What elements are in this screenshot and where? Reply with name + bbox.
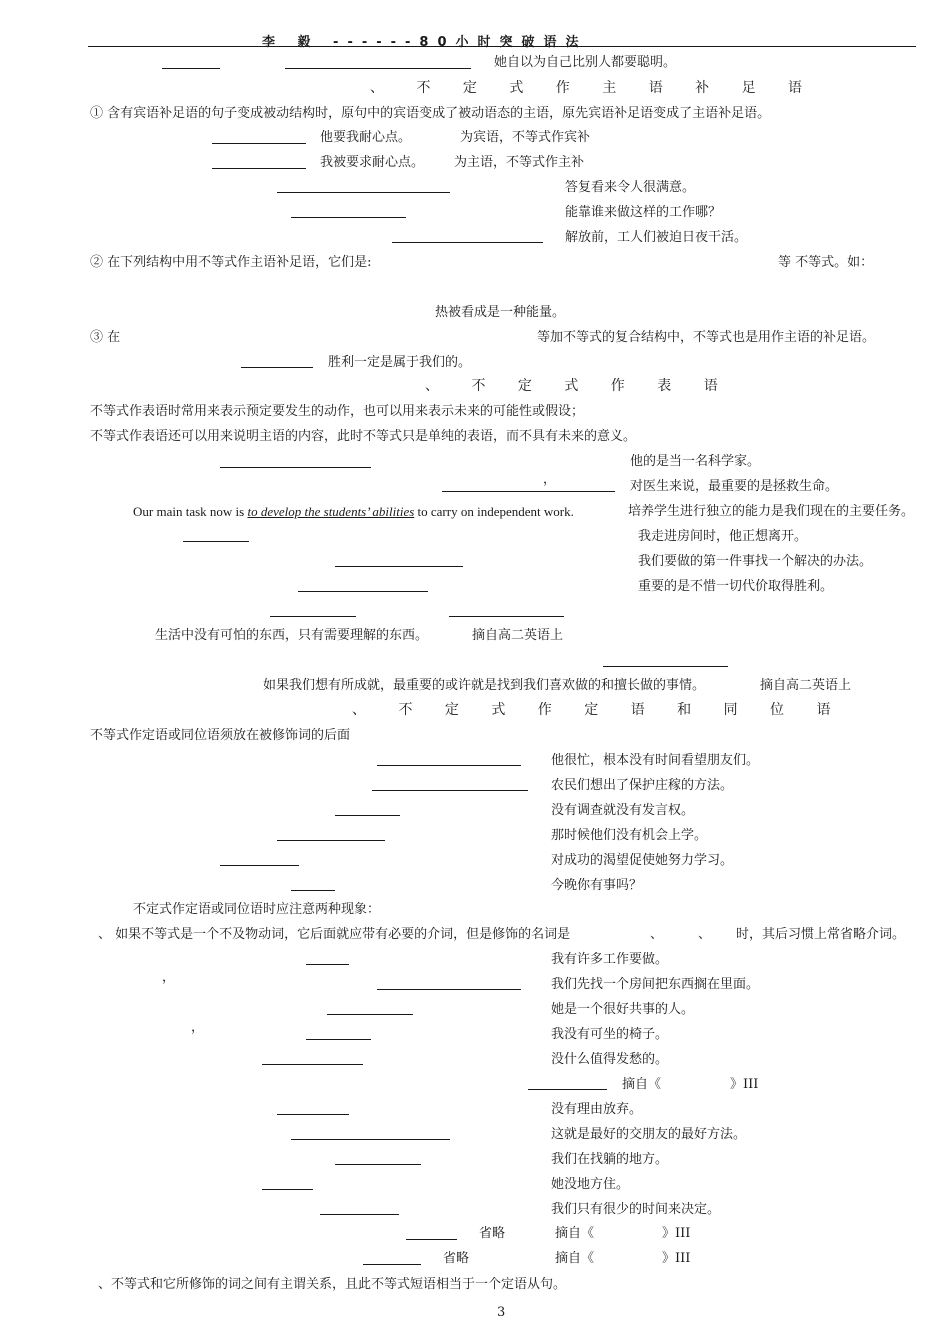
blank-line — [220, 865, 299, 866]
example-sentence: 农民们想出了保护庄稼的方法。 — [551, 778, 734, 793]
example-sentence: 他要我耐心点。 — [320, 130, 412, 145]
example-sentence: 他很忙，根本没有时间看望朋友们。 — [551, 753, 760, 768]
rule-note-1-sep: 、 — [650, 927, 664, 942]
example-sentence: 我们要做的第一件事找一个解决的办法。 — [638, 554, 873, 569]
source-note: 》III — [662, 1251, 691, 1266]
example-sentence: 热被看成是一种能量。 — [435, 305, 566, 320]
page-number: 3 — [497, 1305, 506, 1320]
example-sentence: 我们在找躺的地方。 — [551, 1152, 669, 1167]
source-note: 摘自《 — [555, 1251, 595, 1266]
blank-line — [291, 890, 335, 891]
example-sentence: 对医生来说，最重要的是拯救生命。 — [630, 479, 839, 494]
blank-line — [291, 217, 406, 218]
rule-note-1-sep: 、 — [698, 927, 712, 942]
example-sentence: 他的是当一名科学家。 — [630, 454, 761, 469]
blank-line — [183, 541, 249, 542]
paragraph: 不等式作表语时常用来表示预定要发生的动作，也可以用来表示未来的可能性或假设； — [90, 404, 585, 419]
blank-line — [320, 1214, 399, 1215]
example-sentence: 没有理由放弃。 — [551, 1102, 643, 1117]
example-sentence: 胜利一定是属于我们的。 — [328, 355, 472, 370]
source-note: 摘自《 — [555, 1226, 595, 1241]
blank-line — [285, 68, 471, 69]
blank-line — [335, 1164, 421, 1165]
blank-line — [442, 491, 615, 492]
section-heading-predicative: 、 不 定 式 作 表 语 — [425, 378, 732, 394]
source-note: 》III — [662, 1226, 691, 1241]
rule-point-3-tail: 等加不等式的复合结构中，不等式也是用作主语的补足语。 — [537, 330, 876, 345]
example-sentence: 没有调查就没有发言权。 — [551, 803, 695, 818]
source-note: 摘自高二英语上 — [472, 628, 564, 643]
paragraph: 不等式作定语或同位语须放在被修饰词的后面 — [90, 728, 351, 743]
blank-line — [449, 616, 564, 617]
source-note: 摘自《 — [622, 1077, 662, 1092]
example-sentence: 培养学生进行独立的能力是我们现在的主要任务。 — [628, 504, 915, 519]
example-sentence: 她没地方住。 — [551, 1177, 630, 1192]
example-sentence: 我被要求耐心点。 — [320, 155, 425, 170]
rule-note-2: 、不等式和它所修饰的词之间有主谓关系，且此不等式短语相当于一个定语从句。 — [98, 1277, 567, 1292]
section-heading-attributive: 、 不 定 式 作 定 语 和 同 位 语 — [352, 702, 845, 718]
comma-mark: ， — [162, 970, 176, 985]
blank-line — [335, 566, 463, 567]
english-example — [133, 504, 574, 520]
section-heading-subject-complement: 、 不 定 式 作 主 语 补 足 语 — [370, 80, 817, 96]
example-sentence: 那时候他们没有机会上学。 — [551, 828, 708, 843]
example-sentence: 她自以为自己比别人都要聪明。 — [494, 55, 677, 70]
blank-line — [603, 666, 728, 667]
example-sentence: 重要的是不惜一切代价取得胜利。 — [638, 579, 834, 594]
source-note: 》III — [730, 1077, 759, 1092]
english-example-underlined: to develop the students’ abilities — [247, 504, 415, 519]
blank-line — [262, 1189, 313, 1190]
example-sentence: 我有许多工作要做。 — [551, 952, 669, 967]
example-sentence: 我没有可坐的椅子。 — [551, 1027, 669, 1042]
header-rule — [88, 46, 916, 47]
rule-point-1: ① 含有宾语补足语的句子变成被动结构时，原句中的宾语变成了被动语态的主语，原先宾语补足语变成了主语补足语。 — [90, 106, 771, 121]
english-example-pre: Our main task now is — [133, 504, 248, 519]
blank-line — [162, 68, 220, 69]
blank-line — [298, 591, 428, 592]
blank-line — [377, 989, 521, 990]
example-sentence: 如果我们想有所成就，最重要的或许就是找到我们喜欢做的和擅长做的事情。 — [263, 678, 706, 693]
blank-line — [241, 367, 313, 368]
blank-line — [372, 790, 528, 791]
blank-line — [262, 1064, 363, 1065]
blank-line — [277, 840, 385, 841]
example-sentence: 生活中没有可怕的东西，只有需要理解的东西。 — [155, 628, 429, 643]
example-sentence: 我们先找一个房间把东西搁在里面。 — [551, 977, 760, 992]
blank-line — [212, 143, 306, 144]
blank-line — [392, 242, 543, 243]
example-sentence: 今晚你有事吗？ — [551, 878, 643, 893]
blank-line — [406, 1239, 457, 1240]
comma-mark: ， — [191, 1020, 205, 1035]
blank-line — [306, 964, 349, 965]
example-sentence: 能靠谁来做这样的工作哪？ — [565, 205, 722, 220]
rule-note-1: 、 如果不等式是一个不及物动词，它后面就应带有必要的介词，但是修饰的名词是 — [98, 927, 571, 942]
blank-line — [212, 168, 306, 169]
blank-line — [291, 1139, 450, 1140]
omission-note: 省略 — [479, 1226, 506, 1241]
english-example-post: to carry on independent work. — [414, 504, 574, 519]
blank-line — [377, 765, 521, 766]
comma-mark: ， — [543, 472, 557, 487]
example-sentence: 我走进房间时，他正想离开。 — [638, 529, 808, 544]
blank-line — [327, 1014, 413, 1015]
blank-line — [363, 1264, 421, 1265]
rule-note-1-tail: 时，其后习惯上常省略介词。 — [736, 927, 906, 942]
paragraph: 不等式作表语还可以用来说明主语的内容，此时不等式只是单纯的表语，而不具有未来的意义。 — [90, 429, 637, 444]
example-sentence: 没什么值得发愁的。 — [551, 1052, 669, 1067]
rule-point-2-tail: 等 不等式。如： — [778, 255, 874, 270]
example-note: 为主语，不等式作主补 — [454, 155, 585, 170]
blank-line — [335, 815, 400, 816]
rule-point-3: ③ 在 — [90, 330, 121, 345]
example-note: 为宾语，不等式作宾补 — [460, 130, 591, 145]
blank-line — [270, 616, 356, 617]
rule-point-2: ② 在下列结构中用不等式作主语补足语，它们是: — [90, 255, 372, 270]
source-note: 摘自高二英语上 — [760, 678, 852, 693]
blank-line — [528, 1089, 607, 1090]
example-sentence: 答复看来令人很满意。 — [565, 180, 696, 195]
paragraph: 不定式作定语或同位语时应注意两种现象： — [133, 902, 381, 917]
page-header-title: 李 毅 ------80小时突破语法 — [262, 35, 588, 50]
example-sentence: 她是一个很好共事的人。 — [551, 1002, 695, 1017]
blank-line — [220, 467, 371, 468]
blank-line — [277, 1114, 349, 1115]
omission-note: 省略 — [443, 1251, 470, 1266]
example-sentence: 我们只有很少的时间来决定。 — [551, 1202, 721, 1217]
example-sentence: 这就是最好的交朋友的最好方法。 — [551, 1127, 747, 1142]
blank-line — [306, 1039, 371, 1040]
example-sentence: 解放前，工人们被迫日夜干活。 — [565, 230, 748, 245]
blank-line — [277, 192, 450, 193]
example-sentence: 对成功的渴望促使她努力学习。 — [551, 853, 734, 868]
